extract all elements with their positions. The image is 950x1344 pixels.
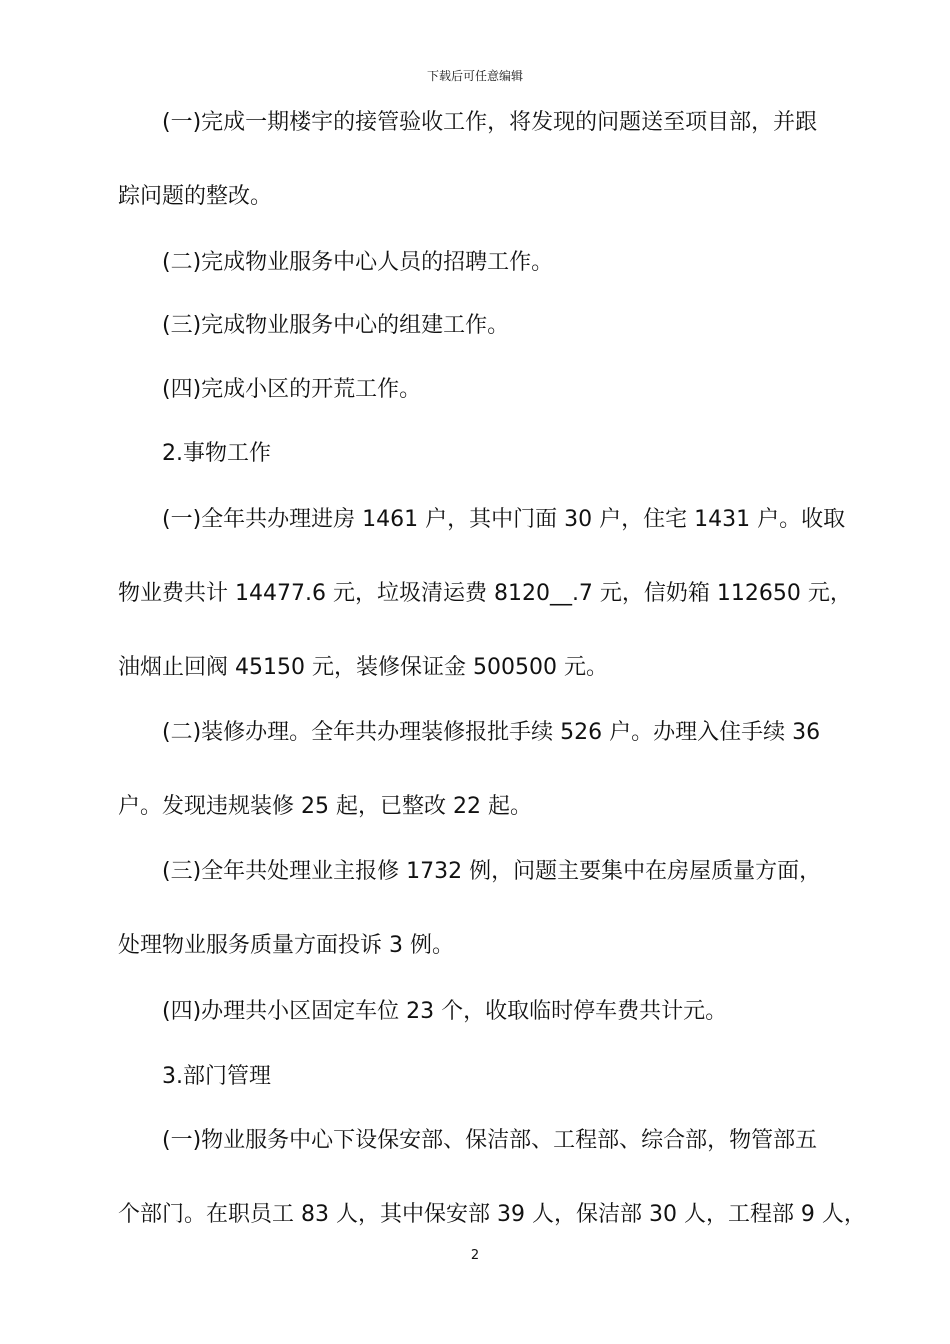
section-heading: 2.事物工作 (162, 441, 271, 466)
paragraph-line: 户。发现违规装修 25 起，已整改 22 起。 (118, 794, 532, 819)
paragraph-line: (一)物业服务中心下设保安部、保洁部、工程部、综合部，物管部五 (162, 1128, 818, 1153)
paragraph-line: (四)完成小区的开荒工作。 (162, 377, 422, 402)
page-number: 2 (470, 1248, 480, 1263)
paragraph-line: (二)装修办理。全年共办理装修报批手续 526 户。办理入住手续 36 (162, 720, 821, 745)
paragraph-line: (二)完成物业服务中心人员的招聘工作。 (162, 250, 554, 275)
paragraph-line: (三)完成物业服务中心的组建工作。 (162, 313, 510, 338)
paragraph-line: (三)全年共处理业主报修 1732 例，问题主要集中在房屋质量方面， (162, 859, 822, 884)
paragraph-line: (四)办理共小区固定车位 23 个，收取临时停车费共计元。 (162, 999, 728, 1024)
paragraph-line: (一)完成一期楼宇的接管验收工作，将发现的问题送至项目部，并跟 (162, 110, 818, 135)
page-header: 下载后可任意编辑 (426, 69, 523, 83)
paragraph-line: 处理物业服务质量方面投诉 3 例。 (118, 933, 454, 958)
section-heading: 3.部门管理 (162, 1064, 271, 1089)
paragraph-line: 个部门。在职员工 83 人，其中保安部 39 人，保洁部 30 人，工程部 9 人， (118, 1202, 866, 1227)
paragraph-line: 踪问题的整改。 (118, 184, 273, 209)
paragraph-line: 物业费共计 14477.6 元，垃圾清运费 8120__.7 元，信奶箱 112650 元， (118, 581, 852, 606)
paragraph-line: (一)全年共办理进房 1461 户，其中门面 30 户，住宅 1431 户。收取 (162, 507, 846, 532)
paragraph-line: 油烟止回阀 45150 元，装修保证金 500500 元。 (118, 655, 608, 680)
